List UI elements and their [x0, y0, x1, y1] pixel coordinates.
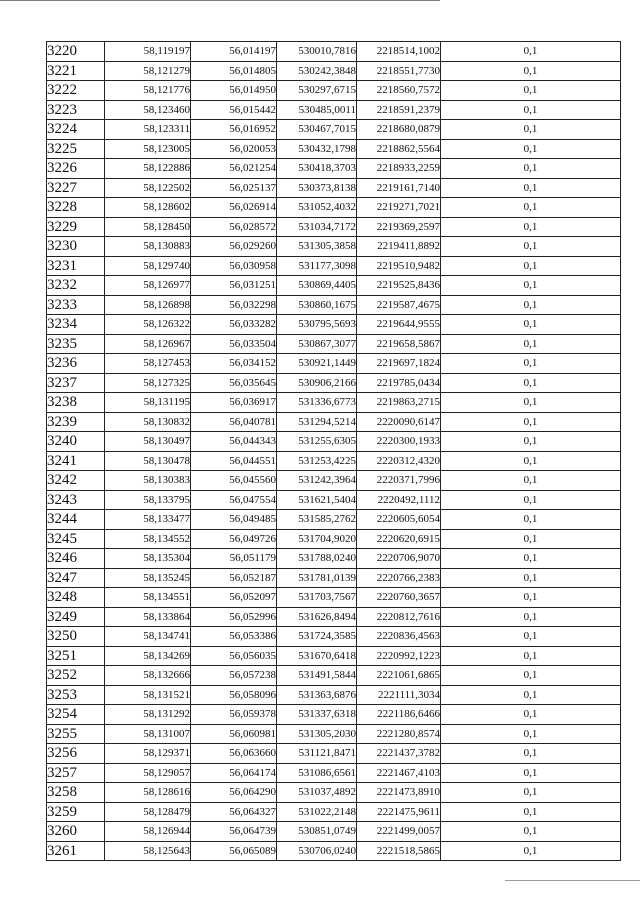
x-coordinate-cell: 531037,4892	[277, 783, 357, 803]
point-number: 3227	[47, 178, 105, 198]
point-number: 3246	[47, 549, 105, 569]
x-coordinate-cell: 530706,0240	[277, 841, 357, 861]
longitude-cell: 56,026914	[191, 198, 277, 218]
latitude-cell: 58,130883	[105, 237, 191, 257]
table-row	[47, 198, 621, 218]
latitude-cell: 58,119197	[105, 42, 191, 62]
accuracy-cell: 0,1	[441, 42, 621, 62]
y-coordinate-cell: 2220620,6915	[357, 529, 441, 549]
coordinates-table	[46, 41, 621, 861]
latitude-cell: 58,129740	[105, 256, 191, 276]
y-coordinate-cell: 2221518,5865	[357, 841, 441, 861]
point-number: 3220	[47, 42, 105, 62]
accuracy-cell: 0,1	[441, 373, 621, 393]
longitude-cell: 56,021254	[191, 159, 277, 179]
table-row	[47, 744, 621, 764]
accuracy-cell: 0,1	[441, 315, 621, 335]
table-row	[47, 471, 621, 491]
latitude-cell: 58,126977	[105, 276, 191, 296]
latitude-cell: 58,128602	[105, 198, 191, 218]
accuracy-cell: 0,1	[441, 568, 621, 588]
y-coordinate-cell: 2221061,6865	[357, 666, 441, 686]
longitude-cell: 56,051179	[191, 549, 277, 569]
table-row	[47, 588, 621, 608]
longitude-cell: 56,058096	[191, 685, 277, 705]
x-coordinate-cell: 530921,1449	[277, 354, 357, 374]
table-row	[47, 432, 621, 452]
y-coordinate-cell: 2220812,7616	[357, 607, 441, 627]
table-row	[47, 120, 621, 140]
y-coordinate-cell: 2218591,2379	[357, 100, 441, 120]
accuracy-cell: 0,1	[441, 276, 621, 296]
accuracy-cell: 0,1	[441, 549, 621, 569]
y-coordinate-cell: 2220312,4320	[357, 451, 441, 471]
y-coordinate-cell: 2221280,8574	[357, 724, 441, 744]
accuracy-cell: 0,1	[441, 159, 621, 179]
point-number: 3223	[47, 100, 105, 120]
table-body	[47, 42, 621, 861]
y-coordinate-cell: 2219785,0434	[357, 373, 441, 393]
x-coordinate-cell: 531337,6318	[277, 705, 357, 725]
x-coordinate-cell: 531336,6773	[277, 393, 357, 413]
point-number: 3238	[47, 393, 105, 413]
longitude-cell: 56,014805	[191, 61, 277, 81]
y-coordinate-cell: 2218862,5564	[357, 139, 441, 159]
longitude-cell: 56,053386	[191, 627, 277, 647]
latitude-cell: 58,131195	[105, 393, 191, 413]
point-number: 3235	[47, 334, 105, 354]
latitude-cell: 58,126898	[105, 295, 191, 315]
point-number: 3230	[47, 237, 105, 257]
accuracy-cell: 0,1	[441, 178, 621, 198]
table-row	[47, 217, 621, 237]
point-number: 3237	[47, 373, 105, 393]
table-row	[47, 451, 621, 471]
table-row	[47, 841, 621, 861]
point-number: 3261	[47, 841, 105, 861]
x-coordinate-cell: 531704,9020	[277, 529, 357, 549]
longitude-cell: 56,044551	[191, 451, 277, 471]
longitude-cell: 56,033504	[191, 334, 277, 354]
table-row	[47, 334, 621, 354]
longitude-cell: 56,020053	[191, 139, 277, 159]
accuracy-cell: 0,1	[441, 139, 621, 159]
accuracy-cell: 0,1	[441, 198, 621, 218]
y-coordinate-cell: 2219587,4675	[357, 295, 441, 315]
point-number: 3247	[47, 568, 105, 588]
y-coordinate-cell: 2220836,4563	[357, 627, 441, 647]
x-coordinate-cell: 531724,3585	[277, 627, 357, 647]
accuracy-cell: 0,1	[441, 432, 621, 452]
latitude-cell: 58,135304	[105, 549, 191, 569]
table-row	[47, 315, 621, 335]
y-coordinate-cell: 2219697,1824	[357, 354, 441, 374]
longitude-cell: 56,045560	[191, 471, 277, 491]
longitude-cell: 56,064327	[191, 802, 277, 822]
table-row	[47, 783, 621, 803]
longitude-cell: 56,031251	[191, 276, 277, 296]
y-coordinate-cell: 2219644,9555	[357, 315, 441, 335]
y-coordinate-cell: 2221186,6466	[357, 705, 441, 725]
x-coordinate-cell: 531585,2762	[277, 510, 357, 530]
accuracy-cell: 0,1	[441, 295, 621, 315]
accuracy-cell: 0,1	[441, 510, 621, 530]
longitude-cell: 56,030958	[191, 256, 277, 276]
latitude-cell: 58,133477	[105, 510, 191, 530]
point-number: 3225	[47, 139, 105, 159]
y-coordinate-cell: 2219510,9482	[357, 256, 441, 276]
table-row	[47, 549, 621, 569]
point-number: 3258	[47, 783, 105, 803]
table-row	[47, 490, 621, 510]
table-row	[47, 61, 621, 81]
accuracy-cell: 0,1	[441, 705, 621, 725]
accuracy-cell: 0,1	[441, 451, 621, 471]
table-row	[47, 159, 621, 179]
accuracy-cell: 0,1	[441, 490, 621, 510]
x-coordinate-cell: 531621,5404	[277, 490, 357, 510]
latitude-cell: 58,126944	[105, 822, 191, 842]
y-coordinate-cell: 2218514,1002	[357, 42, 441, 62]
y-coordinate-cell: 2220090,6147	[357, 412, 441, 432]
point-number: 3233	[47, 295, 105, 315]
longitude-cell: 56,016952	[191, 120, 277, 140]
accuracy-cell: 0,1	[441, 607, 621, 627]
table-row	[47, 646, 621, 666]
latitude-cell: 58,133795	[105, 490, 191, 510]
accuracy-cell: 0,1	[441, 393, 621, 413]
accuracy-cell: 0,1	[441, 100, 621, 120]
x-coordinate-cell: 531022,2148	[277, 802, 357, 822]
y-coordinate-cell: 2220992,1223	[357, 646, 441, 666]
longitude-cell: 56,036917	[191, 393, 277, 413]
x-coordinate-cell: 531788,0240	[277, 549, 357, 569]
accuracy-cell: 0,1	[441, 120, 621, 140]
longitude-cell: 56,049485	[191, 510, 277, 530]
longitude-cell: 56,056035	[191, 646, 277, 666]
latitude-cell: 58,126322	[105, 315, 191, 335]
accuracy-cell: 0,1	[441, 237, 621, 257]
table-row	[47, 354, 621, 374]
x-coordinate-cell: 531086,6561	[277, 763, 357, 783]
point-number: 3255	[47, 724, 105, 744]
table-row	[47, 295, 621, 315]
latitude-cell: 58,130832	[105, 412, 191, 432]
table-row	[47, 42, 621, 62]
longitude-cell: 56,052996	[191, 607, 277, 627]
table-row	[47, 276, 621, 296]
accuracy-cell: 0,1	[441, 354, 621, 374]
x-coordinate-cell: 530010,7816	[277, 42, 357, 62]
x-coordinate-cell: 531670,6418	[277, 646, 357, 666]
latitude-cell: 58,122502	[105, 178, 191, 198]
point-number: 3228	[47, 198, 105, 218]
longitude-cell: 56,065089	[191, 841, 277, 861]
point-number: 3234	[47, 315, 105, 335]
accuracy-cell: 0,1	[441, 588, 621, 608]
longitude-cell: 56,014950	[191, 81, 277, 101]
y-coordinate-cell: 2219863,2715	[357, 393, 441, 413]
table-row	[47, 529, 621, 549]
x-coordinate-cell: 531781,0139	[277, 568, 357, 588]
x-coordinate-cell: 531177,3098	[277, 256, 357, 276]
y-coordinate-cell: 2220766,2383	[357, 568, 441, 588]
point-number: 3259	[47, 802, 105, 822]
longitude-cell: 56,032298	[191, 295, 277, 315]
table-row	[47, 100, 621, 120]
x-coordinate-cell: 531255,6305	[277, 432, 357, 452]
point-number: 3256	[47, 744, 105, 764]
table-row	[47, 724, 621, 744]
x-coordinate-cell: 531626,8494	[277, 607, 357, 627]
point-number: 3221	[47, 61, 105, 81]
latitude-cell: 58,127453	[105, 354, 191, 374]
latitude-cell: 58,131292	[105, 705, 191, 725]
latitude-cell: 58,123311	[105, 120, 191, 140]
bottom-rule	[505, 880, 640, 881]
point-number: 3242	[47, 471, 105, 491]
x-coordinate-cell: 530867,3077	[277, 334, 357, 354]
y-coordinate-cell: 2219525,8436	[357, 276, 441, 296]
point-number: 3260	[47, 822, 105, 842]
y-coordinate-cell: 2221111,3034	[357, 685, 441, 705]
longitude-cell: 56,052097	[191, 588, 277, 608]
y-coordinate-cell: 2218933,2259	[357, 159, 441, 179]
accuracy-cell: 0,1	[441, 646, 621, 666]
longitude-cell: 56,052187	[191, 568, 277, 588]
longitude-cell: 56,060981	[191, 724, 277, 744]
y-coordinate-cell: 2221475,9611	[357, 802, 441, 822]
latitude-cell: 58,135245	[105, 568, 191, 588]
x-coordinate-cell: 530795,5693	[277, 315, 357, 335]
x-coordinate-cell: 530869,4405	[277, 276, 357, 296]
y-coordinate-cell: 2221437,3782	[357, 744, 441, 764]
accuracy-cell: 0,1	[441, 471, 621, 491]
point-number: 3253	[47, 685, 105, 705]
point-number: 3249	[47, 607, 105, 627]
accuracy-cell: 0,1	[441, 685, 621, 705]
accuracy-cell: 0,1	[441, 256, 621, 276]
x-coordinate-cell: 531305,2030	[277, 724, 357, 744]
accuracy-cell: 0,1	[441, 529, 621, 549]
latitude-cell: 58,126967	[105, 334, 191, 354]
x-coordinate-cell: 530418,3703	[277, 159, 357, 179]
longitude-cell: 56,034152	[191, 354, 277, 374]
latitude-cell: 58,131521	[105, 685, 191, 705]
latitude-cell: 58,121279	[105, 61, 191, 81]
latitude-cell: 58,130383	[105, 471, 191, 491]
point-number: 3248	[47, 588, 105, 608]
x-coordinate-cell: 531242,3964	[277, 471, 357, 491]
longitude-cell: 56,035645	[191, 373, 277, 393]
x-coordinate-cell: 530432,1798	[277, 139, 357, 159]
y-coordinate-cell: 2219271,7021	[357, 198, 441, 218]
accuracy-cell: 0,1	[441, 724, 621, 744]
y-coordinate-cell: 2221473,8910	[357, 783, 441, 803]
accuracy-cell: 0,1	[441, 81, 621, 101]
accuracy-cell: 0,1	[441, 783, 621, 803]
point-number: 3245	[47, 529, 105, 549]
longitude-cell: 56,033282	[191, 315, 277, 335]
y-coordinate-cell: 2220300,1933	[357, 432, 441, 452]
point-number: 3222	[47, 81, 105, 101]
longitude-cell: 56,059378	[191, 705, 277, 725]
point-number: 3250	[47, 627, 105, 647]
latitude-cell: 58,132666	[105, 666, 191, 686]
y-coordinate-cell: 2218680,0879	[357, 120, 441, 140]
y-coordinate-cell: 2219161,7140	[357, 178, 441, 198]
accuracy-cell: 0,1	[441, 61, 621, 81]
accuracy-cell: 0,1	[441, 627, 621, 647]
table-row	[47, 627, 621, 647]
y-coordinate-cell: 2220706,9070	[357, 549, 441, 569]
table-row	[47, 256, 621, 276]
table-row	[47, 607, 621, 627]
point-number: 3241	[47, 451, 105, 471]
table-row	[47, 412, 621, 432]
x-coordinate-cell: 530906,2166	[277, 373, 357, 393]
y-coordinate-cell: 2220760,3657	[357, 588, 441, 608]
longitude-cell: 56,064174	[191, 763, 277, 783]
point-number: 3243	[47, 490, 105, 510]
point-number: 3254	[47, 705, 105, 725]
x-coordinate-cell: 530242,3848	[277, 61, 357, 81]
table-row	[47, 666, 621, 686]
latitude-cell: 58,127325	[105, 373, 191, 393]
point-number: 3226	[47, 159, 105, 179]
longitude-cell: 56,025137	[191, 178, 277, 198]
y-coordinate-cell: 2221467,4103	[357, 763, 441, 783]
accuracy-cell: 0,1	[441, 334, 621, 354]
point-number: 3240	[47, 432, 105, 452]
table-row	[47, 510, 621, 530]
y-coordinate-cell: 2219369,2597	[357, 217, 441, 237]
latitude-cell: 58,128450	[105, 217, 191, 237]
point-number: 3224	[47, 120, 105, 140]
point-number: 3232	[47, 276, 105, 296]
latitude-cell: 58,128479	[105, 802, 191, 822]
longitude-cell: 56,047554	[191, 490, 277, 510]
latitude-cell: 58,123460	[105, 100, 191, 120]
latitude-cell: 58,130497	[105, 432, 191, 452]
accuracy-cell: 0,1	[441, 666, 621, 686]
table-row	[47, 822, 621, 842]
y-coordinate-cell: 2219658,5867	[357, 334, 441, 354]
latitude-cell: 58,121776	[105, 81, 191, 101]
y-coordinate-cell: 2220605,6054	[357, 510, 441, 530]
table-row	[47, 568, 621, 588]
accuracy-cell: 0,1	[441, 744, 621, 764]
point-number: 3251	[47, 646, 105, 666]
point-number: 3252	[47, 666, 105, 686]
table-row	[47, 139, 621, 159]
y-coordinate-cell: 2219411,8892	[357, 237, 441, 257]
y-coordinate-cell: 2221499,0057	[357, 822, 441, 842]
accuracy-cell: 0,1	[441, 412, 621, 432]
y-coordinate-cell: 2218560,7572	[357, 81, 441, 101]
table-row	[47, 373, 621, 393]
point-number: 3231	[47, 256, 105, 276]
accuracy-cell: 0,1	[441, 841, 621, 861]
x-coordinate-cell: 530297,6715	[277, 81, 357, 101]
x-coordinate-cell: 531491,5844	[277, 666, 357, 686]
top-rule	[0, 0, 440, 1]
x-coordinate-cell: 531363,6876	[277, 685, 357, 705]
x-coordinate-cell: 531305,3858	[277, 237, 357, 257]
longitude-cell: 56,015442	[191, 100, 277, 120]
x-coordinate-cell: 530467,7015	[277, 120, 357, 140]
latitude-cell: 58,123005	[105, 139, 191, 159]
y-coordinate-cell: 2220492,1112	[357, 490, 441, 510]
longitude-cell: 56,040781	[191, 412, 277, 432]
latitude-cell: 58,129371	[105, 744, 191, 764]
accuracy-cell: 0,1	[441, 822, 621, 842]
table-row	[47, 802, 621, 822]
x-coordinate-cell: 530860,1675	[277, 295, 357, 315]
x-coordinate-cell: 531052,4032	[277, 198, 357, 218]
longitude-cell: 56,029260	[191, 237, 277, 257]
longitude-cell: 56,044343	[191, 432, 277, 452]
latitude-cell: 58,125643	[105, 841, 191, 861]
x-coordinate-cell: 530485,0011	[277, 100, 357, 120]
x-coordinate-cell: 531121,8471	[277, 744, 357, 764]
latitude-cell: 58,134269	[105, 646, 191, 666]
longitude-cell: 56,028572	[191, 217, 277, 237]
table-row	[47, 237, 621, 257]
accuracy-cell: 0,1	[441, 763, 621, 783]
x-coordinate-cell: 530851,0749	[277, 822, 357, 842]
latitude-cell: 58,130478	[105, 451, 191, 471]
latitude-cell: 58,129057	[105, 763, 191, 783]
x-coordinate-cell: 531034,7172	[277, 217, 357, 237]
latitude-cell: 58,134552	[105, 529, 191, 549]
x-coordinate-cell: 531294,5214	[277, 412, 357, 432]
table-row	[47, 685, 621, 705]
longitude-cell: 56,064739	[191, 822, 277, 842]
latitude-cell: 58,122886	[105, 159, 191, 179]
accuracy-cell: 0,1	[441, 802, 621, 822]
point-number: 3229	[47, 217, 105, 237]
latitude-cell: 58,134741	[105, 627, 191, 647]
longitude-cell: 56,063660	[191, 744, 277, 764]
table-row	[47, 178, 621, 198]
longitude-cell: 56,057238	[191, 666, 277, 686]
longitude-cell: 56,014197	[191, 42, 277, 62]
point-number: 3239	[47, 412, 105, 432]
point-number: 3244	[47, 510, 105, 530]
longitude-cell: 56,049726	[191, 529, 277, 549]
x-coordinate-cell: 531253,4225	[277, 451, 357, 471]
table-row	[47, 81, 621, 101]
longitude-cell: 56,064290	[191, 783, 277, 803]
y-coordinate-cell: 2220371,7996	[357, 471, 441, 491]
x-coordinate-cell: 530373,8138	[277, 178, 357, 198]
latitude-cell: 58,134551	[105, 588, 191, 608]
y-coordinate-cell: 2218551,7730	[357, 61, 441, 81]
latitude-cell: 58,128616	[105, 783, 191, 803]
x-coordinate-cell: 531703,7567	[277, 588, 357, 608]
table-row	[47, 393, 621, 413]
latitude-cell: 58,131007	[105, 724, 191, 744]
latitude-cell: 58,133864	[105, 607, 191, 627]
point-number: 3236	[47, 354, 105, 374]
point-number: 3257	[47, 763, 105, 783]
table-row	[47, 705, 621, 725]
accuracy-cell: 0,1	[441, 217, 621, 237]
table-row	[47, 763, 621, 783]
